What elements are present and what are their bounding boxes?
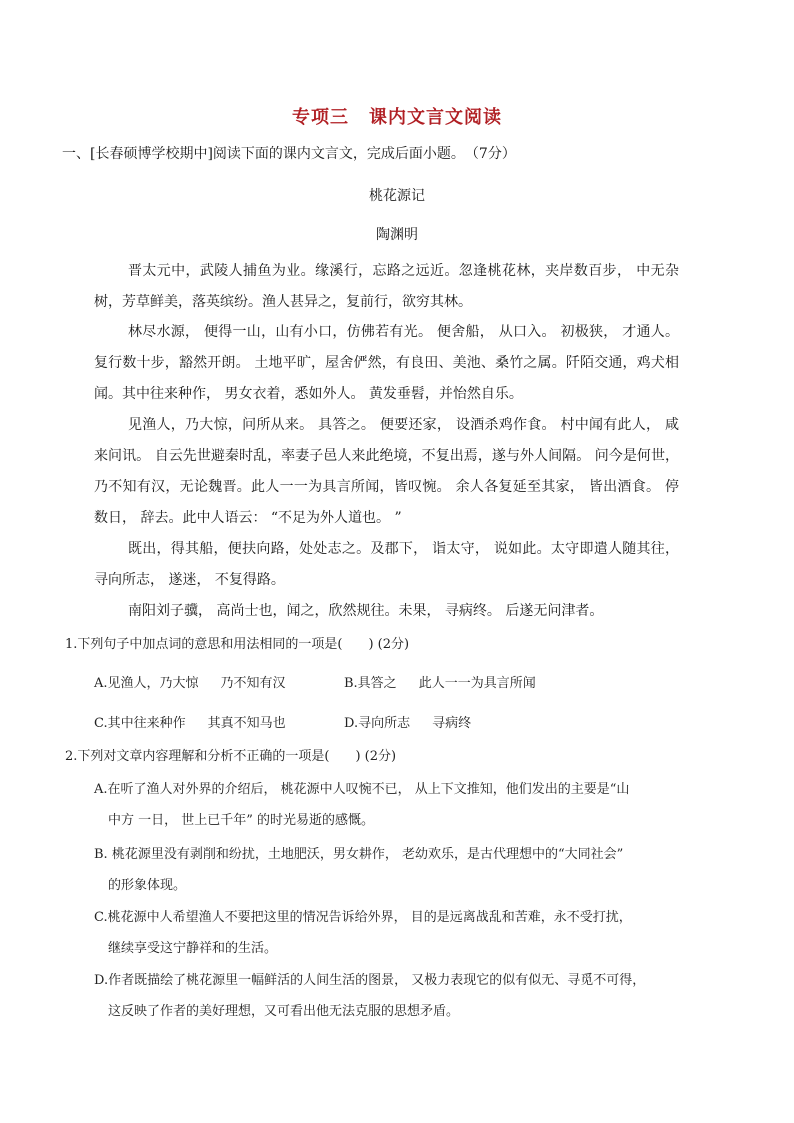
option-b-line-2: 的形象体现。 [108,878,187,893]
option-a-label: A.见渔人，乃大惊 [94,676,199,691]
option-d-line-1: D.作者既描绘了桃花源里一幅鲜活的人间生活的图景， 又极力表现它的似有似无、寻觅不可得， [94,973,646,988]
paragraph-4: 既出，得其船，便扶向路，处处志之。及郡下， 诣太守， 说如此。太守即遣人随其往，寻向所志， 遂迷， 不复得路。 [94,541,679,588]
title-part-2: 课内文言文阅读 [369,107,502,128]
title-part-1: 专项三 [292,107,349,128]
question-1-stem: 1.下列句子中加点词的意思和用法相同的一项是( ) (2分) [65,637,410,652]
option-a-line-2: 中方 一日， 世上已千年” 的时光易逝的感慨。 [108,813,375,828]
option-c-line-2: 继续享受这宁静祥和的生活。 [108,941,278,956]
question-2-option-b [94,839,679,901]
option-d-line-2: 这反映了作者的美好理想，又可看出他无法克服的思想矛盾。 [108,1004,460,1019]
question-1-option-c [94,714,286,734]
question-1-option-d [344,714,471,734]
poem-title: 桃花源记 [369,188,425,204]
paragraph-5: 南阳刘子骥， 高尚士也，闻之，欣然规往。未果， 寻病终。 后遂无问津者。 [128,603,604,619]
question-2-option-d [94,965,679,1027]
option-c-line-1: C.桃花源中人希望渔人不要把这里的情况告诉给外界， 目的是远离战乱和苦难，永不受打扰， [94,910,632,925]
question-2-option-a [94,774,679,836]
question-2-stem: 2.下列对文章内容理解和分析不正确的一项是( ) (2分) [65,749,397,764]
option-d-label: D.寻向所志 [344,716,411,731]
paragraph-2: 林尽水源， 便得一山，山有小口，仿佛若有光。 便舍船， 从口入。 初极狭， 才通人。复行数十步，豁然开朗。 土地平旷，屋舍俨然，有良田、美池、桑竹之属。阡陌交通，鸡犬相闻。其中往来种作， 男女衣着，悉如外人。 黄发垂髫，并怡然自乐。 [94,324,679,402]
option-c-label: C.其中往来种作 [94,716,186,731]
page-title [0,103,794,129]
option-b-line-1: B. 桃花源里没有剥削和纷扰，土地肥沃，男女耕作， 老幼欢乐，是古代理想中的“大同社会” [94,847,624,862]
section-heading: 一、[长春硕博学校期中]阅读下面的课内文言文，完成后面小题。 （7分） [62,146,516,162]
question-1-option-a [94,674,286,694]
poem-author: 陶渊明 [376,227,418,243]
option-a-line-1: A.在听了渔人对外界的介绍后， 桃花源中人叹惋不已， 从上下文推知，他们发出的主要是“山 [94,782,630,797]
question-2-option-c [94,902,679,964]
paragraph-3: 见渔人，乃大惊，问所从来。 具答之。 便要还家， 设酒杀鸡作食。 村中闻有此人， 咸来问讯。 自云先世避秦时乱，率妻子邑人来此绝境，不复出焉，遂与外人间隔。 问今是何世，乃不知有汉，无论魏晋。此人一一为具言所闻，皆叹惋。 余人各复延至其家， 皆出酒食。 停数日， 辞去。此中人语云： “不足为外人道也。 ” [94,417,679,526]
option-a-pair: 乃不知有汉 [220,676,286,691]
option-b-pair: 此人一一为具言所闻 [418,676,536,691]
question-1-option-b [344,674,536,694]
option-d-pair: 寻病终 [432,716,472,731]
paragraph-1: 晋太元中，武陵人捕鱼为业。缘溪行，忘路之远近。忽逢桃花林，夹岸数百步， 中无杂树，芳草鲜美，落英缤纷。渔人甚异之，复前行，欲穷其林。 [94,263,679,310]
option-b-label: B.具答之 [344,676,397,691]
option-c-pair: 其真不知马也 [207,716,286,731]
